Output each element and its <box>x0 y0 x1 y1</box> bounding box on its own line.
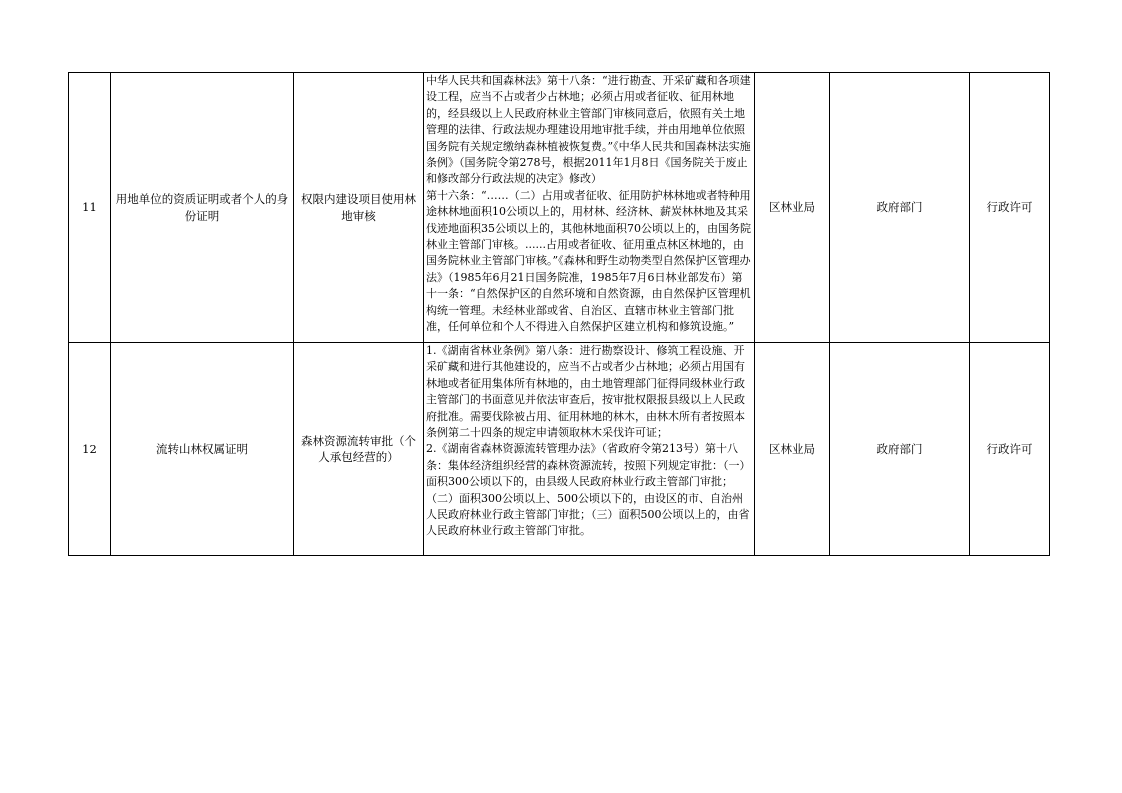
approval-item-cell: 权限内建设项目使用林地审核 <box>294 73 424 343</box>
power-type-cell: 行政许可 <box>970 343 1050 556</box>
subject-cell: 政府部门 <box>830 73 970 343</box>
subject-cell: 政府部门 <box>830 343 970 556</box>
required-material-cell: 流转山林权属证明 <box>111 343 294 556</box>
power-type-cell: 行政许可 <box>970 73 1050 343</box>
table-row <box>69 343 1050 556</box>
approval-item-cell: 森林资源流转审批（个人承包经营的） <box>294 343 424 556</box>
department-cell: 区林业局 <box>755 343 830 556</box>
required-material-cell: 用地单位的资质证明或者个人的身份证明 <box>111 73 294 343</box>
row-number-cell: 12 <box>69 343 111 556</box>
table-row <box>69 73 1050 343</box>
permit-table <box>68 72 1050 556</box>
legal-basis-text: 1.《湖南省林业条例》第八条：进行勘察设计、修筑工程设施、开采矿藏和进行其他建设的，应当不占或者少占林地；必须占用国有林地或者征用集体所有林地的，由土地管理部门征得同级林业行政主管部门的书面意见并依法审查后，按审批权限报县级以上人民政府批准。需要伐除被占用、征用林地的林木，由林木所有者按照本条例第二十四条的规定申请领取林木采伐许可证； 2.《湖南省森林资源流转管理办法》（省政府令第213号）第十八条：集体经济组织经营的森林资源流转，按照下列规定审批：（一）面积300公顷以下的，由县级人民政府林业行政主管部门审批；（二）面积300公顷以上、500公顷以下的，由设区的市、自治州人民政府林业行政主管部门审批；（三）面积500公顷以上的，由省人民政府林业行政主管部门审批。 <box>426 344 751 538</box>
row-number-cell: 11 <box>69 73 111 343</box>
department-cell: 区林业局 <box>755 73 830 343</box>
legal-basis-text: 中华人民共和国森林法》第十八条：“进行勘查、开采矿藏和各项建设工程，应当不占或者少占林地；必须占用或者征收、征用林地的，经县级以上人民政府林业主管部门审核同意后，依照有关土地管理的法律、行政法规办理建设用地审批手续，并由用地单位依照国务院有关规定缴纳森林植被恢复费。”《中华人民共和国森林法实施条例》（国务院令第278号，根据2011年1月8日《国务院关于废止和修改部分行政法规的决定》修改） 第十六条：“……（二）占用或者征收、征用防护林林地或者特种用途林林地面积10公顷以上的，用材林、经济林、薪炭林林地及其采伐迹地面积35公顷以上的，其他林地面积70公顷以上的，由国务院林业主管部门审核。......占用或者征收、征用重点林区林地的，由国务院林业主管部门审核。”《森林和野生动物类型自然保护区管理办法》（1985年6月21日国务院准，1985年7月6日林业部发布）第十一条：“自然保护区的自然环境和自然资源，由自然保护区管理机构统一管理。未经林业部或省、自治区、直辖市林业主管部门批准，任何单位和个人不得进入自然保护区建立机构和修筑设施。” <box>426 74 751 334</box>
legal-basis-cell <box>424 343 755 556</box>
legal-basis-cell <box>424 73 755 343</box>
